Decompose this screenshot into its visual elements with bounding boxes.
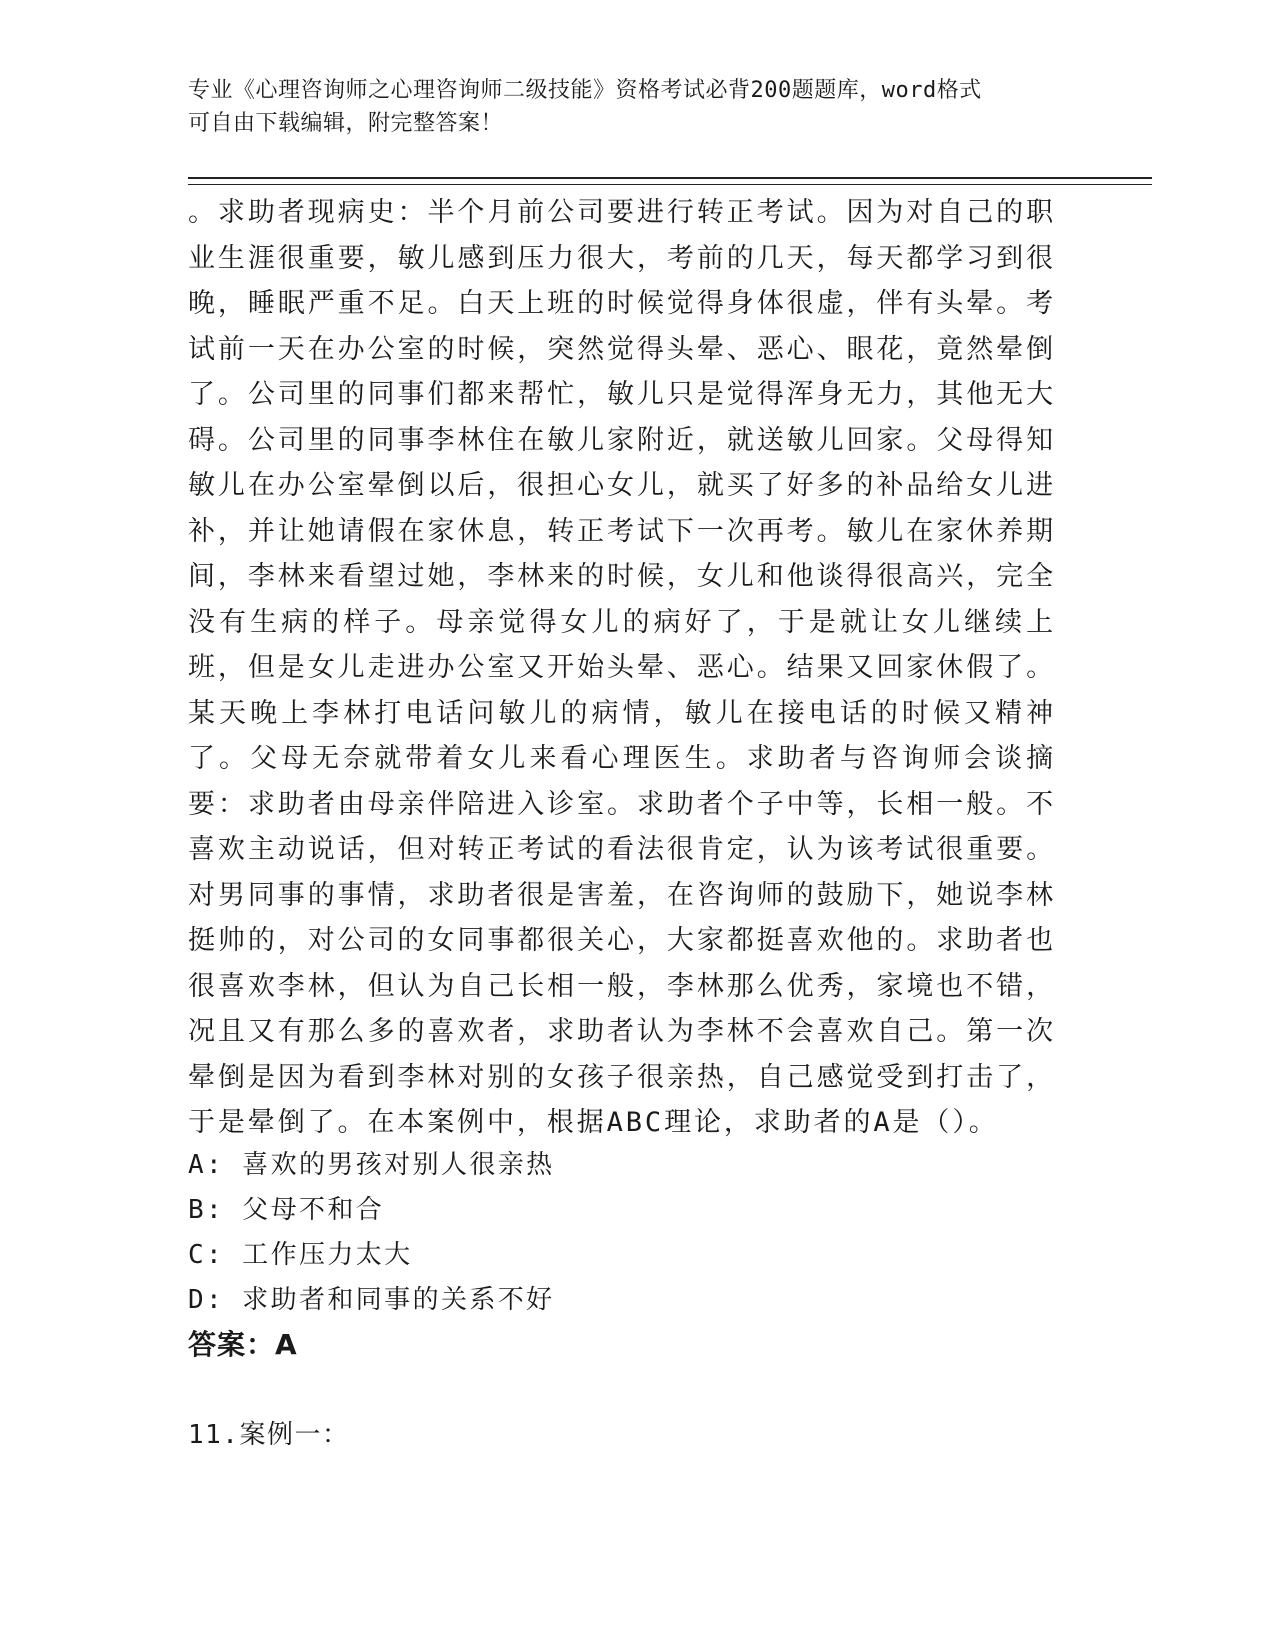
question-stem: 。求助者现病史：半个月前公司要进行转正考试。因为对自己的职业生涯很重要，敏儿感到压力很大，考前的几天，每天都学习到很晚，睡眠严重不足。白天上班的时候觉得身体很虚，伴有头晕。考试前一天在办公室的时候，突然觉得头晕、恶心、眼花，竟然晕倒了。公司里的同事们都来帮忙，敏儿只是觉得浑身无力，其他无大碍。公司里的同事李林住在敏儿家附近，就送敏儿回家。父母得知敏儿在办公室晕倒以后，很担心女儿，就买了好多的补品给女儿进补，并让她请假在家休息，转正考试下一次再考。敏儿在家休养期间，李林来看望过她，李林来的时候，女儿和他谈得很高兴，完全没有生病的样子。母亲觉得女儿的病好了，于是就让女儿继续上班，但是女儿走进办公室又开始头晕、恶心。结果又回家休假了。某天晚上李林打电话问敏儿的病情，敏儿在接电话的时候又精神了。父母无奈就带着女儿来看心理医生。求助者与咨询师会谈摘要：求助者由母亲伴陪进入诊室。求助者个子中等，长相一般。不喜欢主动说话，但对转正考试的看法很肯定，认为该考试很重要。对男同事的事情，求助者很是害羞，在咨询师的鼓励下，她说李林挺帅的，对公司的女同事都很关心，大家都挺喜欢他的。求助者也很喜欢李林，但认为自己长相一般，李林那么优秀，家境也不错，况且又有那么多的喜欢者，求助者认为李林不会喜欢自己。第一次晕倒是因为看到李林对别的女孩子很亲热，自己感觉受到打击了，于是晕倒了。在本案例中，根据ABC理论，求助者的A是（）。 (188, 197, 1056, 1138)
page-header (188, 74, 1068, 140)
header-title-line-1: 专业《心理咨询师之心理咨询师二级技能》资格考试必背200题题库，word格式 (188, 78, 982, 103)
option-a-text: 喜欢的男孩对别人很亲热 (242, 1150, 555, 1180)
answer-line (188, 1325, 298, 1365)
next-question-number: 11. (188, 1420, 240, 1450)
option-c (188, 1233, 1056, 1278)
header-divider (188, 177, 1152, 185)
option-a-label: A: (188, 1150, 225, 1180)
header-title-line-2: 可自由下载编辑，附完整答案！ (188, 111, 504, 136)
answer-label: 答案： (188, 1328, 276, 1361)
next-question-text: 案例一： (239, 1420, 350, 1450)
option-b-text: 父母不和合 (242, 1195, 385, 1225)
option-b (188, 1188, 1056, 1233)
option-a (188, 1143, 1056, 1188)
option-d-text: 求助者和同事的关系不好 (242, 1285, 555, 1315)
next-question-heading (188, 1415, 349, 1455)
option-d-label: D: (188, 1285, 225, 1315)
option-b-label: B: (188, 1195, 225, 1225)
option-c-text: 工作压力太大 (242, 1240, 413, 1270)
answer-options (188, 1143, 1056, 1323)
option-c-label: C: (188, 1240, 225, 1270)
option-d (188, 1278, 1056, 1323)
answer-value: A (275, 1328, 298, 1361)
